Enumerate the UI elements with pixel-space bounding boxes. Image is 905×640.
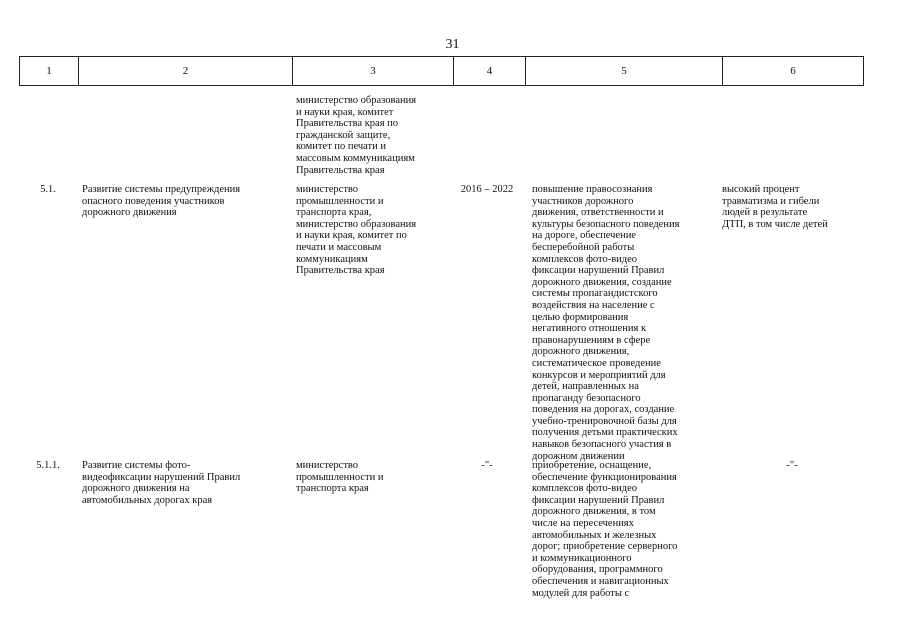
non-implementation-consequence-cell: -"- [786,460,798,471]
column-number-3: 3 [293,57,454,86]
non-implementation-consequence-cell: высокий процент травматизма и гибели людей в результате ДТП, в том числе детей [722,184,828,230]
column-number-4: 4 [454,57,526,86]
responsible-executor-cell: министерство промышленности и транспорта края [296,460,384,495]
column-number-5: 5 [526,57,723,86]
column-number-1: 1 [20,57,79,86]
column-number-header [19,56,864,86]
column-number-6: 6 [723,57,864,86]
expected-result-cell: приобретение, оснащение, обеспечение функционирования комплексов фото-видео фиксации нарушений Правил дорожного движения, в том числе на пересечениях автомобильных и железных дорог; приобретение серверного и коммуникационного оборудования, программного обеспечения и навигационных модулей для работы с [532,460,678,599]
continued-responsible-cell: министерство образования и науки края, комитет Правительства края по гражданской защите, комитет по печати и массовым коммуникациям Правительства края [296,95,417,176]
measure-name-cell: Развитие системы фото- видеофиксации нарушений Правил дорожного движения на автомобильных дорогах края [82,460,241,506]
row-number-cell: 5.1.1. [36,460,60,471]
responsible-executor-cell: министерство промышленности и транспорта края, министерство образования и науки края, комитет по печати и массовым коммуникациям Правительства края [296,184,417,277]
measure-name-cell: Развитие системы предупреждения опасного поведения участников дорожного движения [82,184,241,219]
column-number-2: 2 [79,57,293,86]
period-cell: -"- [481,460,493,471]
expected-result-cell: повышение правосознания участников дорожного движения, ответственности и культуры безопасного поведения на дороге, обеспечение бесперебойной работы комплексов фото-видео фиксации нарушений Правил дорожного движения, создание системы пропагандистского воздействия на население с целью формирования негативного отношения к правонарушениям в сфере дорожного движения, систематическое проведение конкурсов и мероприятий для детей, направленных на пропаганду безопасного поведения на дорогах, создание учебно-тренировочной базы для получения детьми практических навыков безопасного участия в дорожном движении [532,184,680,462]
row-number-cell: 5.1. [40,184,56,195]
page-number: 31 [445,37,460,52]
period-cell: 2016 – 2022 [460,184,514,195]
